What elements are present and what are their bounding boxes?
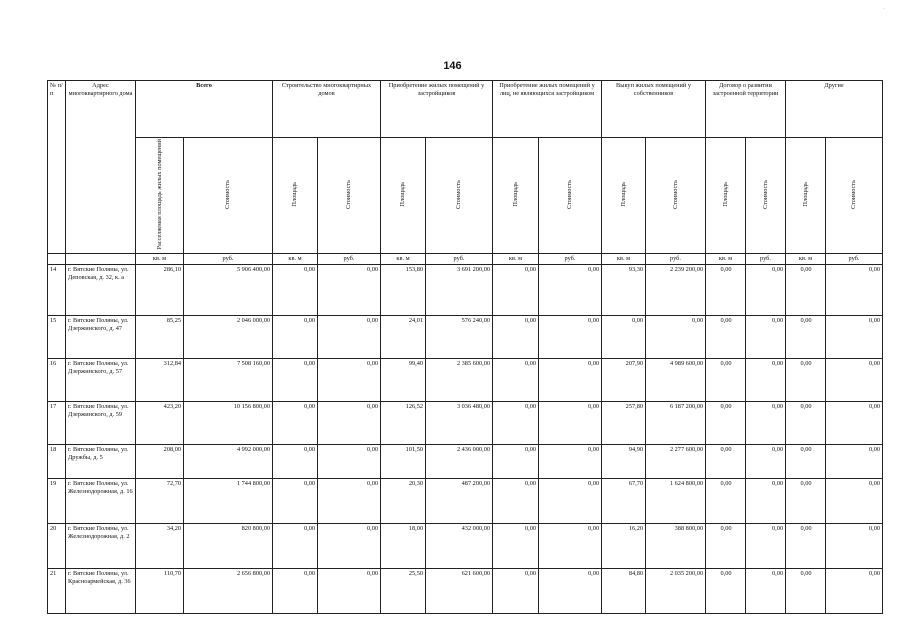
cell-area: 18,00 — [381, 523, 426, 568]
cell-area: 0,00 — [786, 568, 826, 613]
cell-area: 0,00 — [493, 358, 539, 401]
cell-area: 0,00 — [706, 315, 746, 358]
unit-label: руб. — [646, 254, 706, 265]
cell-cost: 0,00 — [746, 523, 786, 568]
cell-area: 72,70 — [136, 478, 184, 523]
row-address: г. Вятские Поляны, ул. Деповская, д. 32, к. а — [66, 264, 136, 315]
cell-cost: 0,00 — [826, 523, 883, 568]
cell-area: 0,00 — [786, 401, 826, 444]
cell-cost: 0,00 — [539, 401, 602, 444]
cell-area: 0,00 — [602, 315, 646, 358]
row-number: 19 — [48, 478, 66, 523]
cell-area: 34,20 — [136, 523, 184, 568]
subheader-area: Площадь — [381, 138, 426, 254]
row-address: г. Вятские Поляны, ул. Красноармейская, д. 36 — [66, 568, 136, 613]
cell-area: 94,90 — [602, 444, 646, 478]
cell-cost: 0,00 — [539, 444, 602, 478]
cell-cost: 3 036 480,00 — [426, 401, 493, 444]
cell-area: 286,10 — [136, 264, 184, 315]
cell-cost: 0,00 — [539, 568, 602, 613]
row-address: г. Вятские Поляны, ул. Железнодорожная, д. 2 — [66, 523, 136, 568]
row-address: г. Вятские Поляны, ул. Дзержинского, д. 59 — [66, 401, 136, 444]
cell-area: 85,25 — [136, 315, 184, 358]
subheader-cost: Стоимость — [826, 138, 883, 254]
cell-cost: 6 187 200,00 — [646, 401, 706, 444]
cell-cost: 388 800,00 — [646, 523, 706, 568]
cell-cost: 0,00 — [746, 315, 786, 358]
subheader-area: Площадь — [493, 138, 539, 254]
cell-area: 101,50 — [381, 444, 426, 478]
table-row — [48, 568, 883, 613]
cell-area: 0,00 — [786, 358, 826, 401]
cell-area: 0,00 — [786, 315, 826, 358]
cell-area: 110,70 — [136, 568, 184, 613]
cell-area: 0,00 — [706, 568, 746, 613]
units-row — [48, 254, 883, 265]
subheader-cost: Стоимость — [746, 138, 786, 254]
cell-cost: 432 000,00 — [426, 523, 493, 568]
unit-label: руб. — [318, 254, 381, 265]
cell-cost: 0,00 — [318, 568, 381, 613]
cell-area: 20,30 — [381, 478, 426, 523]
cell-cost: 2 046 000,00 — [184, 315, 273, 358]
cell-area: 0,00 — [273, 568, 318, 613]
row-address: г. Вятские Поляны, ул. Дружбы, д. 5 — [66, 444, 136, 478]
cell-area: 207,90 — [602, 358, 646, 401]
cell-area: 153,80 — [381, 264, 426, 315]
cell-cost: 621 600,00 — [426, 568, 493, 613]
cell-cost: 2 436 000,00 — [426, 444, 493, 478]
cell-area: 257,80 — [602, 401, 646, 444]
table-row — [48, 264, 883, 315]
unit-label: руб. — [746, 254, 786, 265]
cell-cost: 0,00 — [826, 568, 883, 613]
cell-cost: 7 508 160,00 — [184, 358, 273, 401]
cell-area: 0,00 — [706, 401, 746, 444]
cell-area: 0,00 — [493, 264, 539, 315]
cell-cost: 0,00 — [826, 478, 883, 523]
cell-area: 0,00 — [706, 523, 746, 568]
cell-cost: 0,00 — [539, 315, 602, 358]
cell-cost: 2 035 200,00 — [646, 568, 706, 613]
cell-cost: 2 656 800,00 — [184, 568, 273, 613]
cell-cost: 0,00 — [318, 315, 381, 358]
cell-cost: 0,00 — [318, 401, 381, 444]
cell-cost: 0,00 — [318, 264, 381, 315]
table-row — [48, 444, 883, 478]
cell-area: 16,20 — [602, 523, 646, 568]
cell-area: 84,80 — [602, 568, 646, 613]
cell-area: 25,50 — [381, 568, 426, 613]
unit-label: руб. — [539, 254, 602, 265]
unit-label: кв. м — [786, 254, 826, 265]
row-number: 16 — [48, 358, 66, 401]
cell-area: 93,30 — [602, 264, 646, 315]
row-number: 15 — [48, 315, 66, 358]
table-row — [48, 358, 883, 401]
row-number: 14 — [48, 264, 66, 315]
cell-cost: 2 239 200,00 — [646, 264, 706, 315]
cell-cost: 0,00 — [826, 358, 883, 401]
cell-cost: 576 240,00 — [426, 315, 493, 358]
cell-area: 0,00 — [273, 523, 318, 568]
cell-cost: 0,00 — [746, 568, 786, 613]
header-row-groups — [48, 81, 883, 138]
cell-cost: 0,00 — [539, 358, 602, 401]
header-num: № п/п — [48, 81, 66, 254]
cell-cost: 5 906 400,00 — [184, 264, 273, 315]
cell-cost: 0,00 — [318, 444, 381, 478]
row-address: г. Вятские Поляны, ул. Дзержинского, д. 57 — [66, 358, 136, 401]
row-address: г. Вятские Поляны, ул. Дзержинского, д. 47 — [66, 315, 136, 358]
header-purchase-developers: Приобретение жилых помещений у застройщиков — [381, 81, 493, 138]
subheader-cost: Стоимость — [426, 138, 493, 254]
table-body — [48, 264, 883, 613]
cell-area: 0,00 — [706, 264, 746, 315]
subheader-area: Площадь — [273, 138, 318, 254]
corner-mark: · — [883, 6, 885, 12]
units-spacer — [48, 254, 66, 265]
table-row — [48, 478, 883, 523]
cell-cost: 0,00 — [746, 401, 786, 444]
page-number: 146 — [443, 60, 462, 72]
header-address: Адрес многоквартирного дома — [66, 81, 136, 254]
cell-cost: 0,00 — [318, 478, 381, 523]
cell-cost: 2 277 600,00 — [646, 444, 706, 478]
cell-cost: 0,00 — [539, 264, 602, 315]
unit-label: кв. м — [273, 254, 318, 265]
cell-area: 0,00 — [273, 315, 318, 358]
cell-cost: 487 200,00 — [426, 478, 493, 523]
cell-area: 0,00 — [706, 358, 746, 401]
cell-area: 0,00 — [786, 523, 826, 568]
cell-cost: 10 156 800,00 — [184, 401, 273, 444]
cell-cost: 3 691 200,00 — [426, 264, 493, 315]
cell-area: 0,00 — [493, 401, 539, 444]
subheader-area: Площадь — [786, 138, 826, 254]
cell-cost: 0,00 — [646, 315, 706, 358]
table-row — [48, 523, 883, 568]
subheader-cost: Стоимость — [539, 138, 602, 254]
header-purchase-non-developers: Приобретение жилых помещений у лиц, не являющихся застройщиком — [493, 81, 602, 138]
cell-cost: 0,00 — [318, 523, 381, 568]
cell-cost: 0,00 — [826, 444, 883, 478]
row-number: 18 — [48, 444, 66, 478]
cell-area: 0,00 — [273, 264, 318, 315]
cell-area: 24,01 — [381, 315, 426, 358]
cell-cost: 0,00 — [539, 478, 602, 523]
unit-label: кв. м — [381, 254, 426, 265]
row-address: г. Вятские Поляны, ул. Железнодорожная, д. 16 — [66, 478, 136, 523]
resettlement-table — [47, 80, 883, 614]
cell-cost: 4 989 600,00 — [646, 358, 706, 401]
unit-label: кв. м — [136, 254, 184, 265]
cell-area: 0,00 — [786, 264, 826, 315]
cell-cost: 1 624 800,00 — [646, 478, 706, 523]
cell-area: 67,70 — [602, 478, 646, 523]
cell-area: 0,00 — [273, 478, 318, 523]
cell-cost: 0,00 — [826, 401, 883, 444]
cell-area: 99,40 — [381, 358, 426, 401]
cell-cost: 0,00 — [746, 358, 786, 401]
cell-cost: 0,00 — [826, 264, 883, 315]
cell-cost: 0,00 — [826, 315, 883, 358]
cell-area: 0,00 — [493, 568, 539, 613]
subheader-area: Площадь — [706, 138, 746, 254]
units-spacer — [66, 254, 136, 265]
cell-cost: 0,00 — [746, 478, 786, 523]
cell-area: 0,00 — [493, 478, 539, 523]
unit-label: руб. — [426, 254, 493, 265]
row-number: 21 — [48, 568, 66, 613]
cell-area: 423,20 — [136, 401, 184, 444]
cell-cost: 0,00 — [746, 264, 786, 315]
cell-area: 126,52 — [381, 401, 426, 444]
subheader-cost: Стоимость — [184, 138, 273, 254]
unit-label: руб. — [184, 254, 273, 265]
cell-area: 0,00 — [273, 401, 318, 444]
header-row-subcolumns — [48, 138, 883, 254]
unit-label: кв. м — [706, 254, 746, 265]
cell-area: 0,00 — [273, 358, 318, 401]
cell-cost: 0,00 — [746, 444, 786, 478]
header-total: Всего — [136, 81, 273, 138]
unit-label: руб. — [826, 254, 883, 265]
cell-area: 0,00 — [493, 315, 539, 358]
cell-cost: 0,00 — [318, 358, 381, 401]
cell-area: 0,00 — [706, 444, 746, 478]
cell-cost: 0,00 — [539, 523, 602, 568]
cell-cost: 820 800,00 — [184, 523, 273, 568]
cell-area: 0,00 — [273, 444, 318, 478]
cell-cost: 4 992 000,00 — [184, 444, 273, 478]
header-other: Другие — [786, 81, 883, 138]
cell-area: 0,00 — [706, 478, 746, 523]
row-number: 20 — [48, 523, 66, 568]
header-development-agreement: Договор о развитии застроенной территории — [706, 81, 786, 138]
table-row — [48, 401, 883, 444]
row-number: 17 — [48, 401, 66, 444]
cell-area: 0,00 — [786, 444, 826, 478]
table-row — [48, 315, 883, 358]
unit-label: кв. м — [493, 254, 539, 265]
cell-area: 0,00 — [493, 523, 539, 568]
cell-cost: 2 385 600,00 — [426, 358, 493, 401]
cell-cost: 1 744 800,00 — [184, 478, 273, 523]
cell-area: 208,00 — [136, 444, 184, 478]
subheader-area: Площадь — [602, 138, 646, 254]
cell-area: 0,00 — [786, 478, 826, 523]
subheader-area-resettled: Расселяемая площадь жилых помещений — [136, 138, 184, 254]
header-construction: Строительство многоквартирных домов — [273, 81, 381, 138]
cell-area: 312,84 — [136, 358, 184, 401]
unit-label: кв. м — [602, 254, 646, 265]
cell-area: 0,00 — [493, 444, 539, 478]
subheader-cost: Стоимость — [646, 138, 706, 254]
subheader-cost: Стоимость — [318, 138, 381, 254]
header-buyout-owners: Выкуп жилых помещений у собственников — [602, 81, 706, 138]
